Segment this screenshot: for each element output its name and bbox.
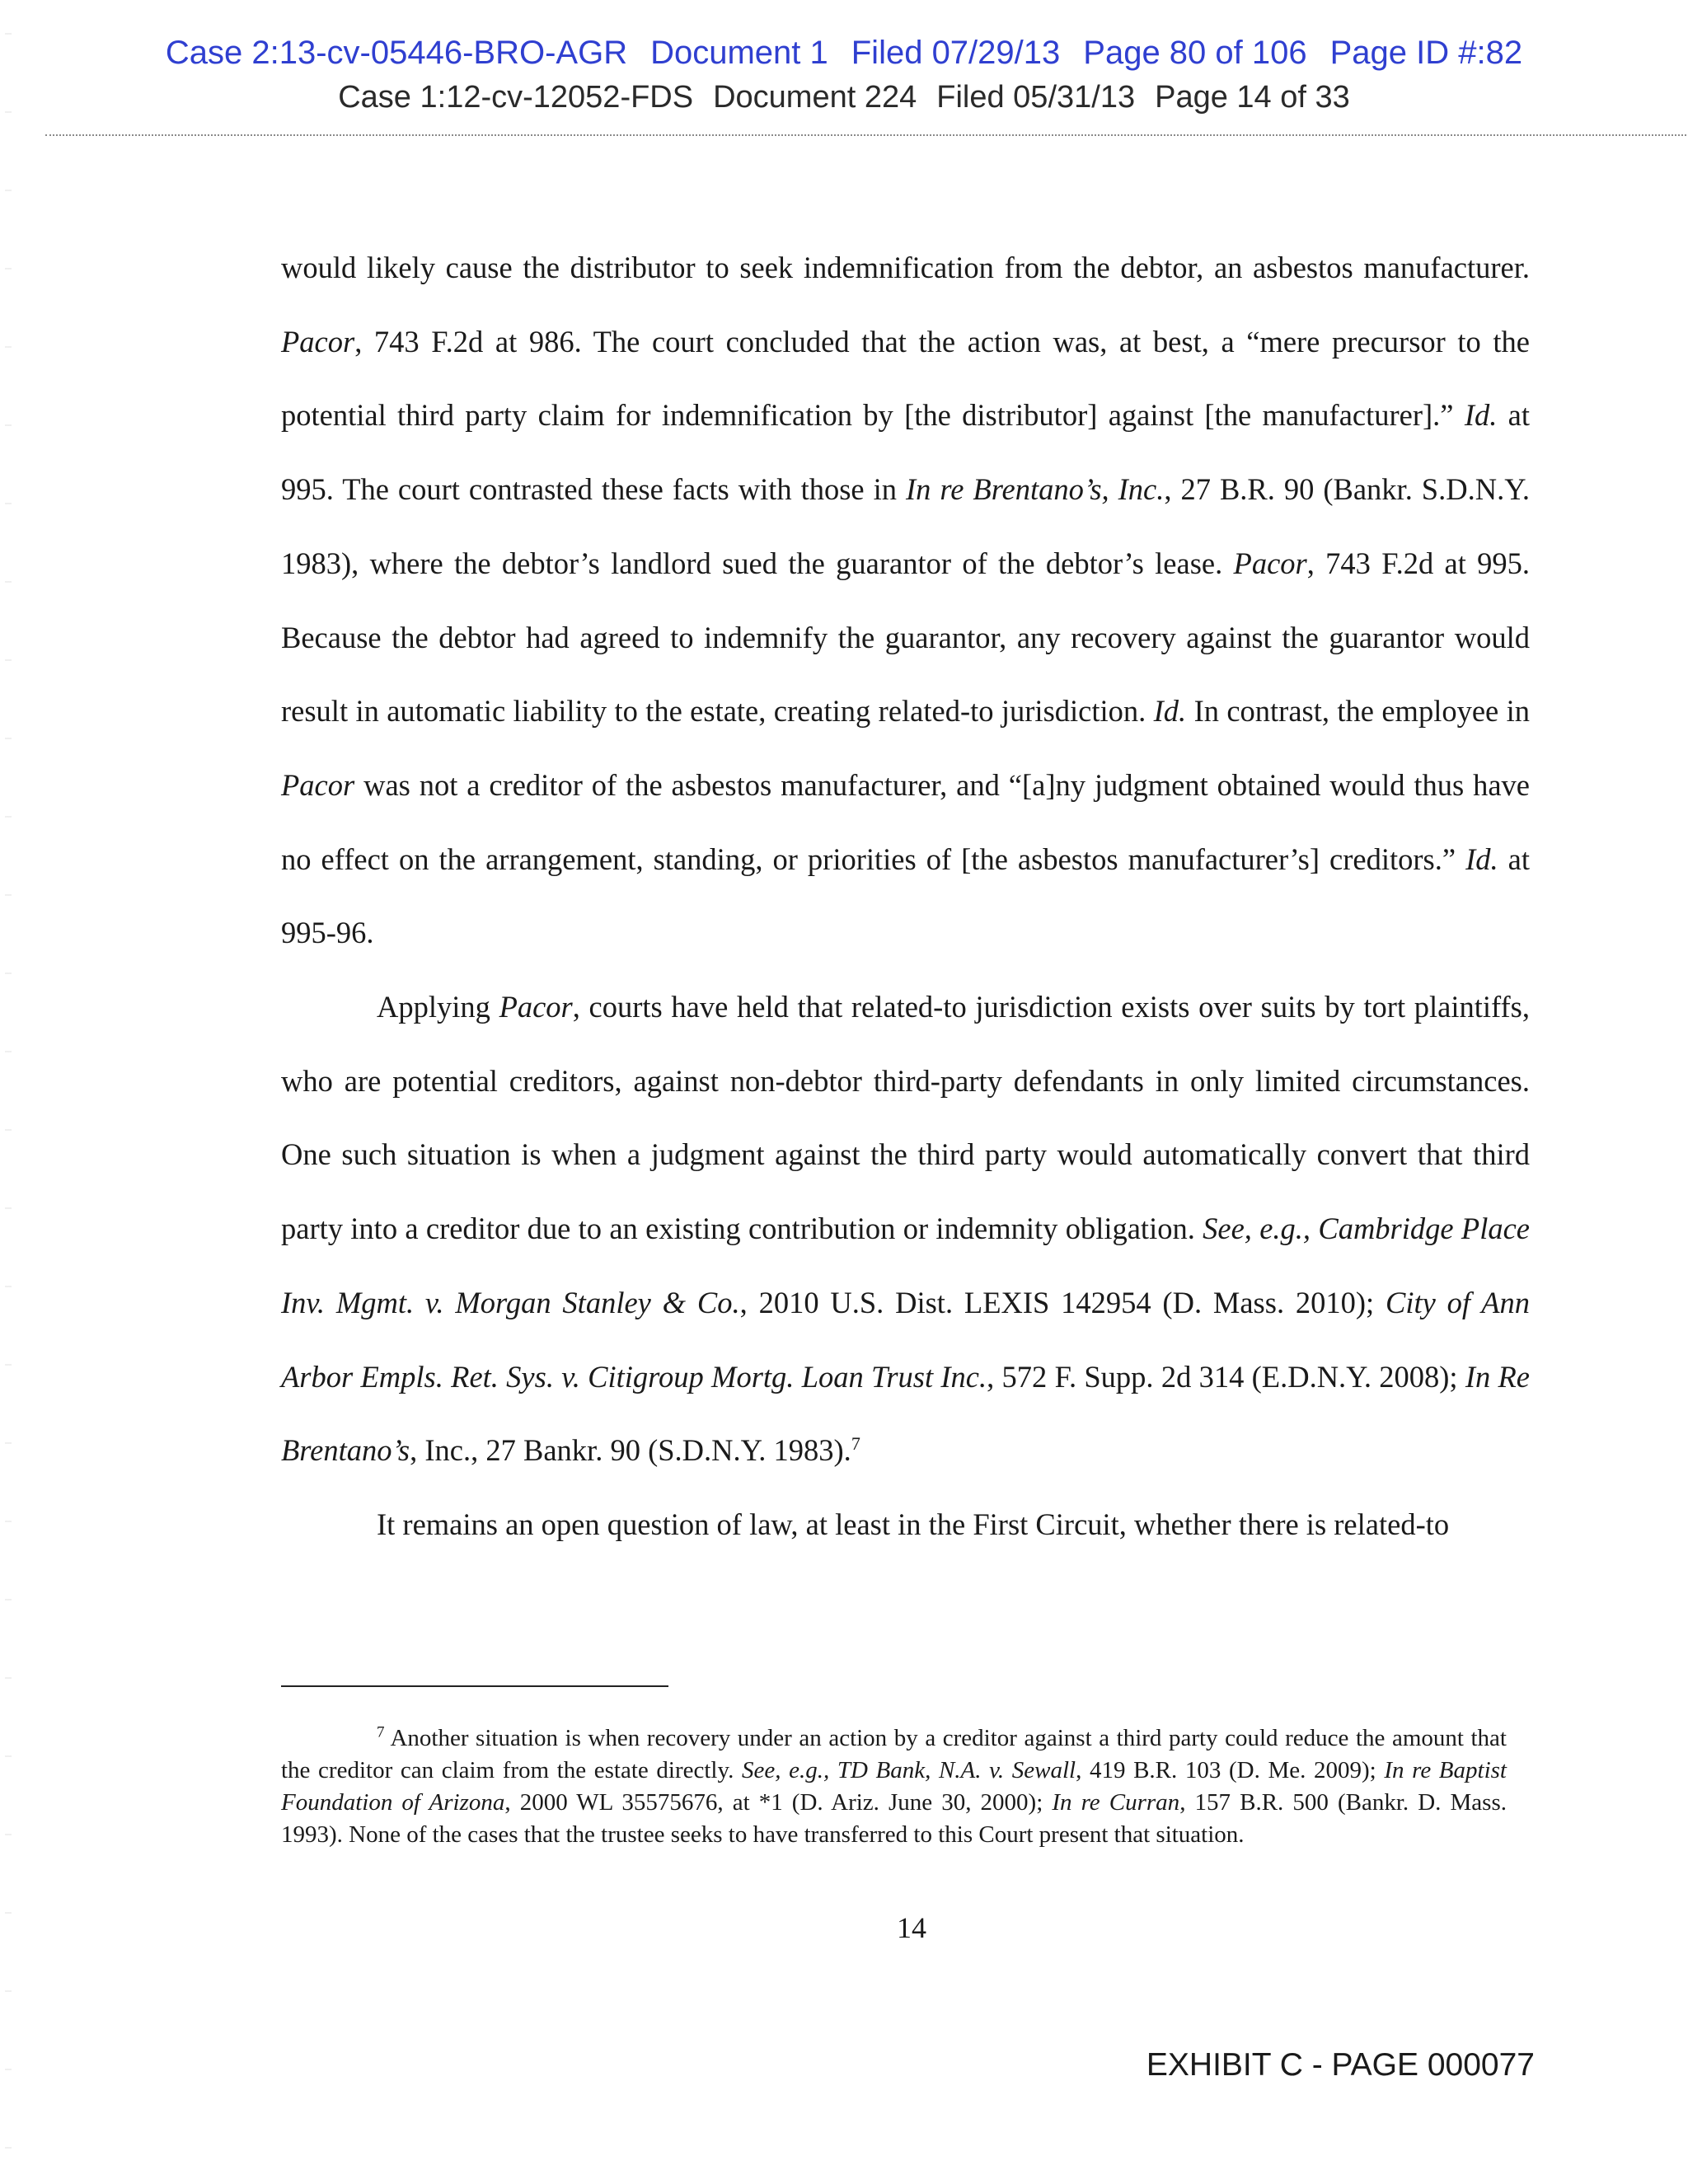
- original-filed-date: Filed 05/31/13: [936, 80, 1136, 115]
- original-document-number: Document 224: [713, 80, 917, 115]
- footnote-number: 7: [377, 1723, 385, 1741]
- paragraph: would likely cause the distributor to seek indemnification from the debtor, an asbestos manufacturer. Pacor, 743 F.2d at 986. The court concluded that the action was, at best, a “mere precursor to the potential third party claim for indemnification by [the distributor] against [the manufacturer].” Id. at 995. The court contrasted these facts with those in In re Brentano’s, Inc., 27 B.R. 90 (Bankr. S.D.N.Y. 1983), where the debtor’s landlord sued the guarantor of the debtor’s lease. Pacor, 743 F.2d at 995. Because the debtor had agreed to indemnify the guarantor, any recovery against the guarantor would result in automatic liability to the estate, creating related-to jurisdiction. Id. In contrast, the employee in Pacor was not a creditor of the asbestos manufacturer, and “[a]ny judgment obtained would thus have no effect on the arrangement, standing, or priorities of [the asbestos manufacturer’s] creditors.” Id. at 995-96.: [281, 251, 1531, 950]
- page-count: Page 80 of 106: [1083, 35, 1307, 71]
- document-number: Document 1: [650, 35, 828, 71]
- header-divider: [45, 134, 1688, 136]
- exhibit-stamp: EXHIBIT C - PAGE 000077: [1146, 2047, 1535, 2083]
- body-text: [281, 231, 1530, 1562]
- page-id: Page ID #:82: [1329, 35, 1523, 71]
- page-number: 14: [897, 1911, 926, 1944]
- original-header-stamp: [0, 80, 1688, 115]
- scan-edge-artifact: [5, 0, 12, 2184]
- footnote-divider: [281, 1685, 668, 1687]
- ecf-header-stamp: [0, 35, 1688, 72]
- paragraph: It remains an open question of law, at least in the First Circuit, whether there is related-to: [377, 1507, 1450, 1541]
- paragraph: Applying Pacor, courts have held that related-to jurisdiction exists over suits by tort plaintiffs, who are potential creditors, against non-debtor third-party defendants in only limited circumstances. One such situation is when a judgment against the third party would automatically convert that third party into a creditor due to an existing contribution or indemnity obligation. See, e.g., Cambridge Place Inv. Mgmt. v. Morgan Stanley & Co., 2010 U.S. Dist. LEXIS 142954 (D. Mass. 2010); City of Ann Arbor Empls. Ret. Sys. v. Citigroup Mortg. Loan Trust Inc., 572 F. Supp. 2d 314 (E.D.N.Y. 2008); In Re Brentano’s, Inc., 27 Bankr. 90 (S.D.N.Y. 1983).$^7$: [281, 990, 1531, 1468]
- original-case-number: Case 1:12-cv-12052-FDS: [338, 80, 694, 115]
- original-page-count: Page 14 of 33: [1155, 80, 1350, 115]
- footnote: $^7$ Another situation is when recovery under an action by a creditor against a third party could reduce the amount that the creditor can claim from the estate directly. See, e.g., TD Bank, N.A. v. Sewall, 419 B.R. 103 (D. Me. 2009); In re Baptist Foundation of Arizona, 2000 WL 35575676, at *1 (D. Ariz. June 30, 2000); In re Curran, 157 B.R. 500 (Bankr. D. Mass. 1993). None of the cases that the trustee seeks to have transferred to this Court present that situation.: [281, 1723, 1507, 1848]
- footnote-reference: 7: [851, 1433, 860, 1455]
- filed-date: Filed 07/29/13: [851, 35, 1061, 71]
- case-number: Case 2:13-cv-05446-BRO-AGR: [165, 35, 628, 71]
